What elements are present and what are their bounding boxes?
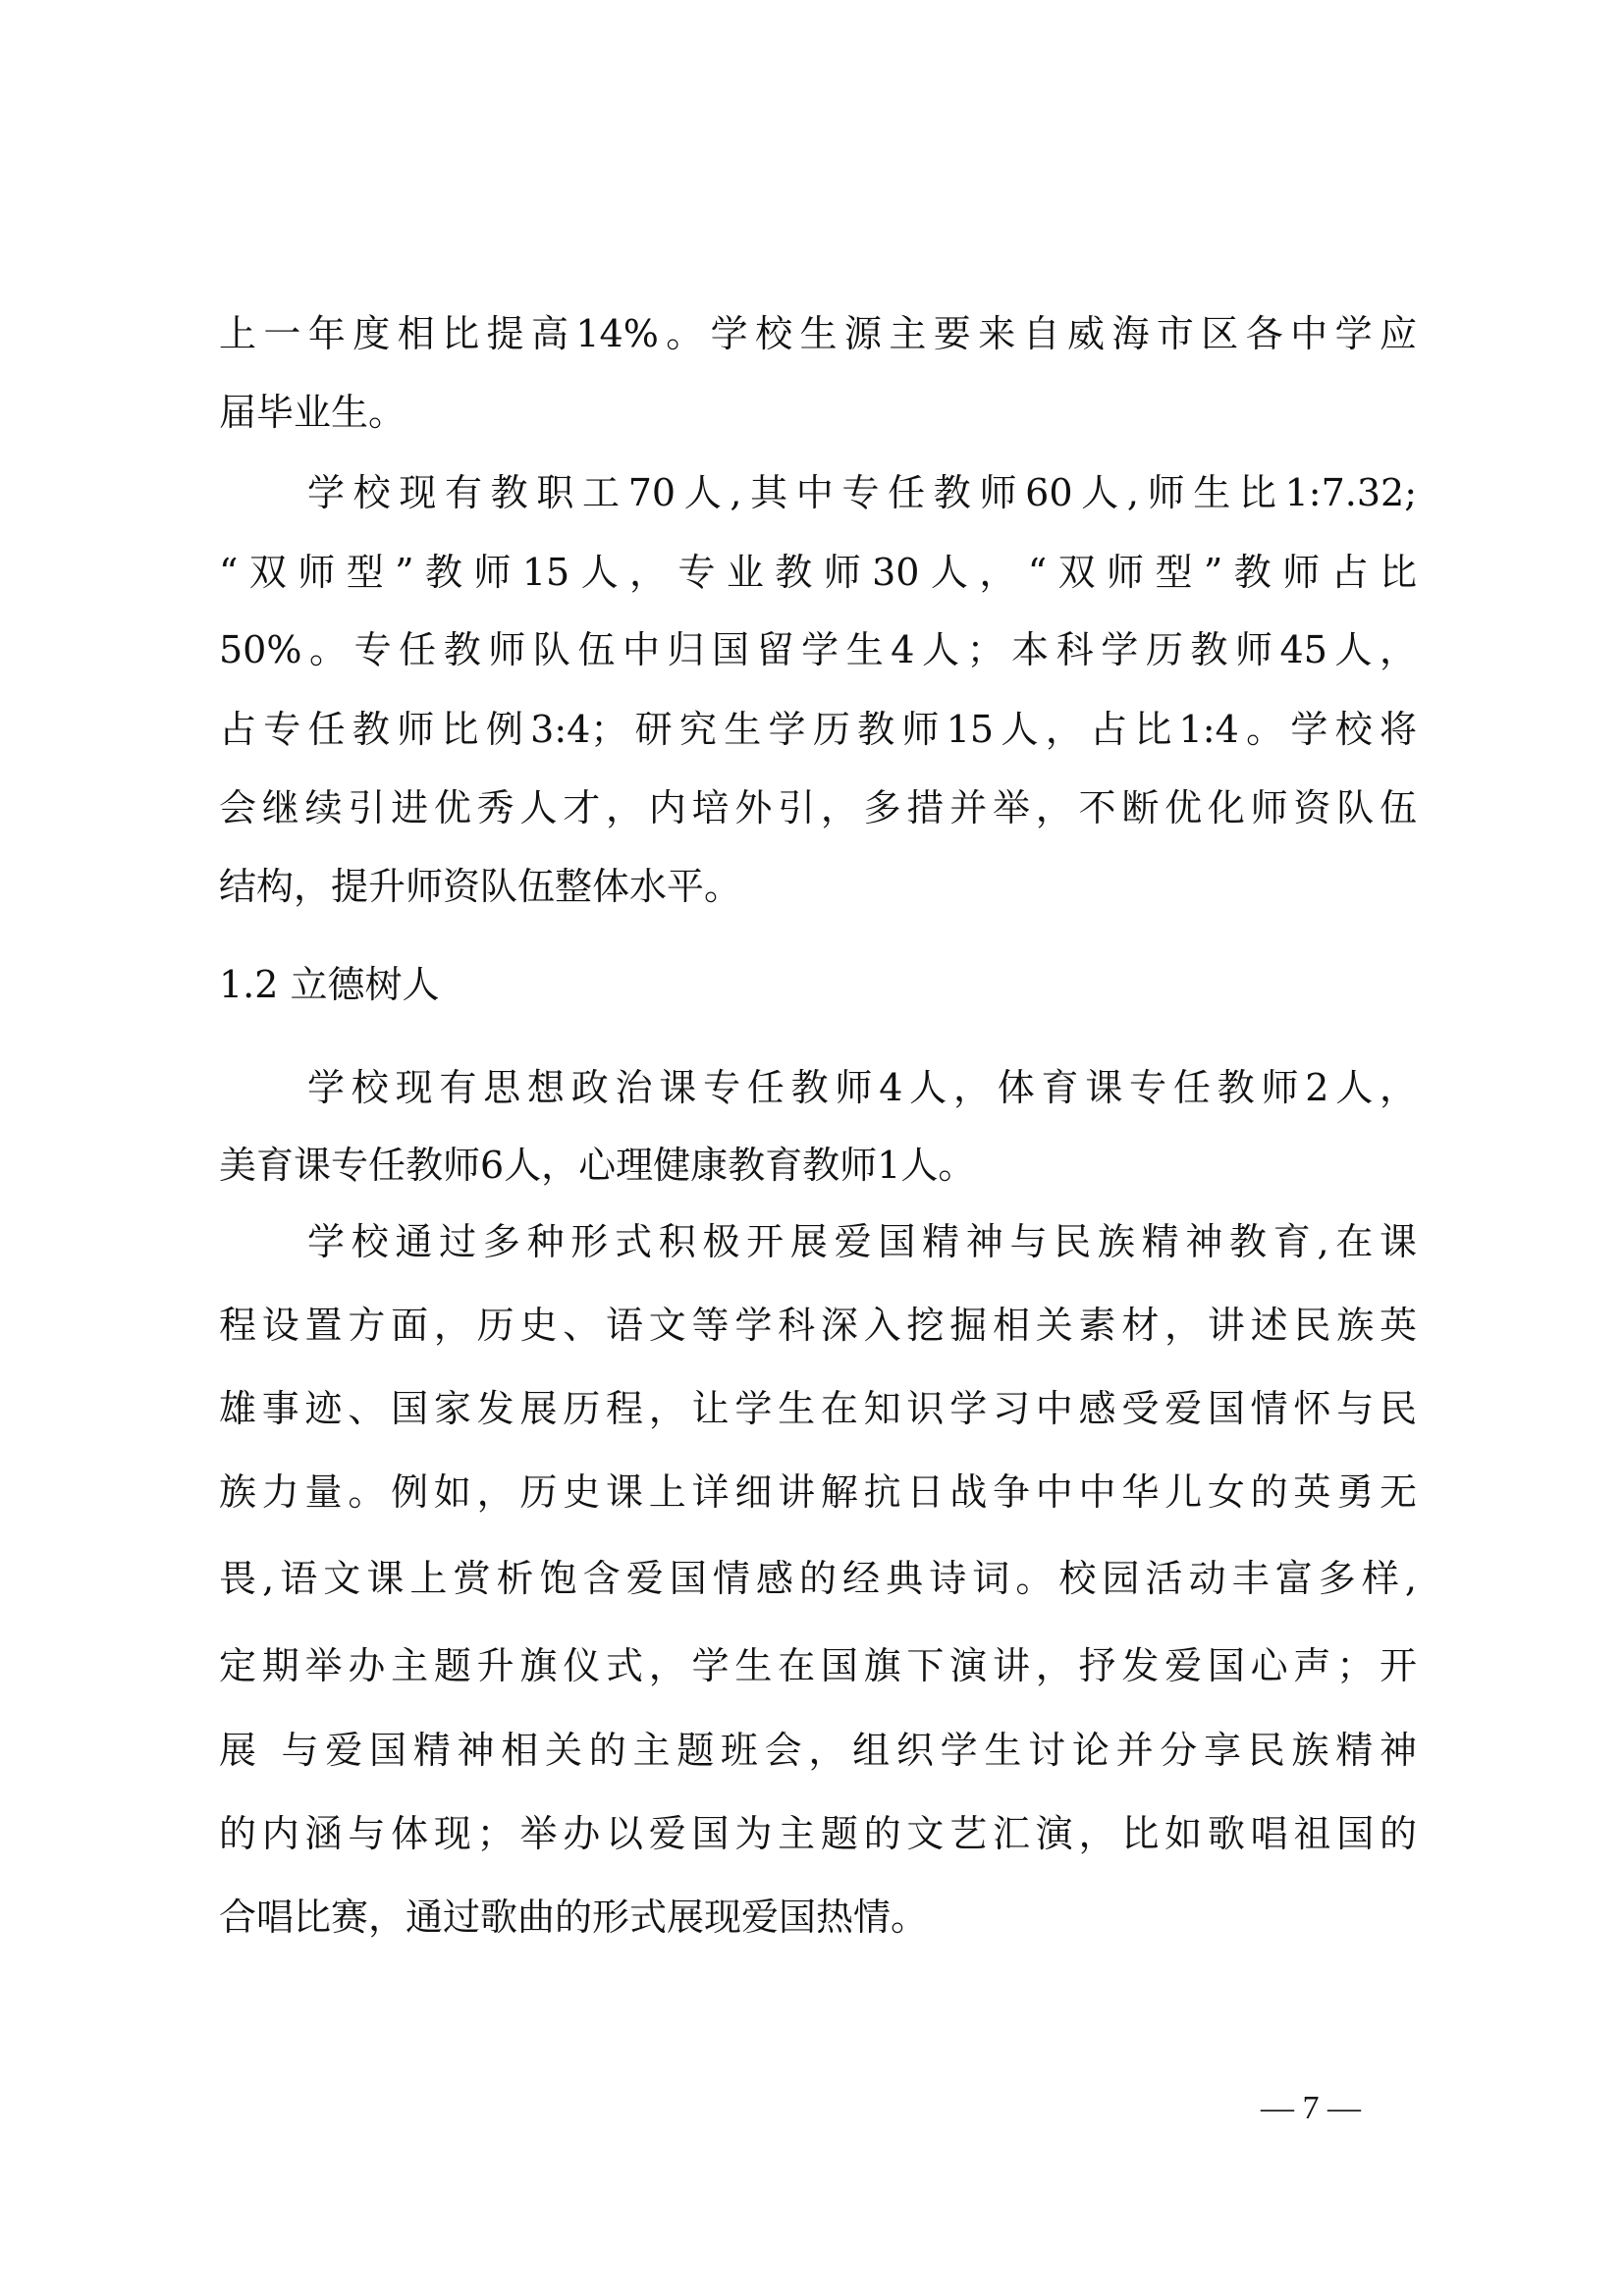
paragraph-line: 上一年度相比提高14%。学校生源主要来自威海市区各中学应 [219, 312, 1417, 355]
paragraph-line: 会继续引进优秀人才，内培外引，多措并举，不断优化师资队伍 [219, 786, 1417, 829]
paragraph-line: 定期举办主题升旗仪式，学生在国旗下演讲，抒发爱国心声；开 [219, 1644, 1417, 1687]
paragraph-line: “双师型”教师15人，专业教师30人，“双师型”教师占比 [219, 551, 1417, 594]
paragraph-line: 雄事迹、国家发展历程，让学生在知识学习中感受爱国情怀与民 [219, 1387, 1417, 1430]
paragraph-line: 届毕业生。 [219, 391, 406, 434]
paragraph-line: 美育课专任教师6人，心理健康教育教师1人。 [219, 1144, 976, 1187]
paragraph-line: 族力量。例如，历史课上详细讲解抗日战争中中华儿女的英勇无 [219, 1470, 1417, 1514]
paragraph-line: 50%。专任教师队伍中归国留学生4人；本科学历教师45人， [219, 628, 1417, 671]
paragraph-line: 占专任教师比例3:4；研究生学历教师15人，占比1:4。学校将 [219, 708, 1417, 751]
paragraph-line: 展 与爱国精神相关的主题班会，组织学生讨论并分享民族精神 [219, 1729, 1417, 1772]
paragraph-line: 结构，提升师资队伍整体水平。 [219, 865, 742, 908]
paragraph-line: 畏,语文课上赏析饱含爱国情感的经典诗词。校园活动丰富多样, [219, 1557, 1417, 1600]
section-heading: 1.2 立德树人 [219, 963, 440, 1006]
paragraph-line: 程设置方面，历史、语文等学科深入挖掘相关素材，讲述民族英 [219, 1304, 1417, 1347]
paragraph-line: 学校现有思想政治课专任教师4人，体育课专任教师2人， [307, 1066, 1417, 1109]
paragraph-line: 学校通过多种形式积极开展爱国精神与民族精神教育,在课 [307, 1220, 1417, 1263]
paragraph-line: 合唱比赛，通过歌曲的形式展现爱国热情。 [219, 1896, 929, 1939]
paragraph-line: 学校现有教职工70人,其中专任教师60人,师生比1:7.32; [307, 471, 1417, 514]
page-number: — 7 — [1261, 2090, 1361, 2126]
paragraph-line: 的内涵与体现；举办以爱国为主题的文艺汇演，比如歌唱祖国的 [219, 1812, 1417, 1855]
